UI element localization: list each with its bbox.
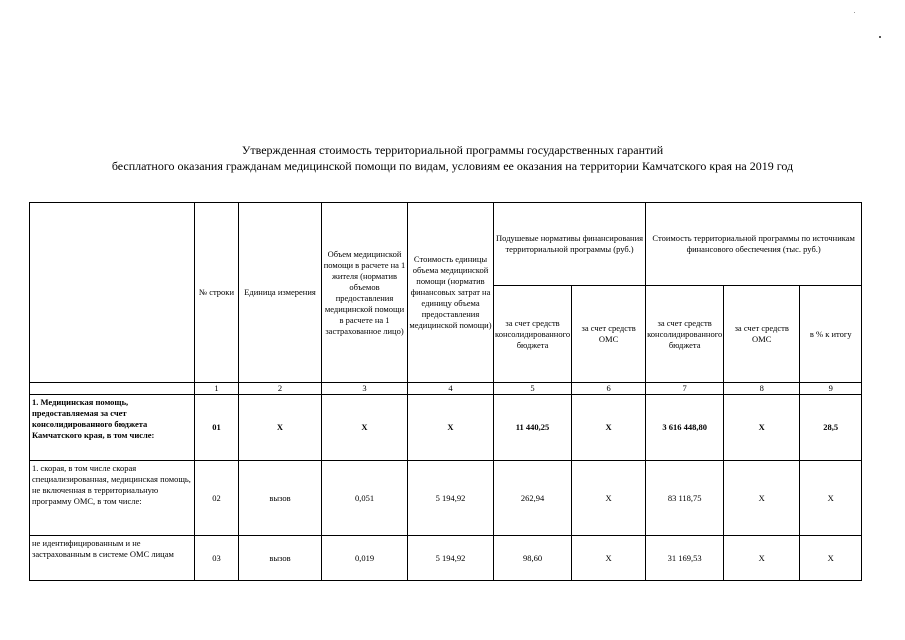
header-pc-budget: за счет средств консолидированного бюджета [494,286,572,383]
index-cell: 3 [322,383,408,395]
index-cell: 7 [646,383,724,395]
row-c-percent: Х [800,461,862,536]
row-volume: 0,051 [322,461,408,536]
table-row [30,536,862,581]
row-pc-oms: Х [572,536,646,581]
title-line-2: бесплатного оказания гражданам медицинской помощи по видам, условиям ее оказания на территории Камчатского края на 2019 год [111,159,794,173]
row-c-oms: Х [724,395,800,461]
header-c-budget: за счет средств консолидированного бюджета [646,286,724,383]
row-c-budget: 31 169,53 [646,536,724,581]
cost-table [29,202,862,581]
index-cell-blank [30,383,195,395]
header-name-cell [30,203,195,383]
header-cost: Стоимость единицы объема медицинской помощи (норматив финансовых затрат на единицу объема предоставления медицинской помощи) [408,203,494,383]
index-cell: 5 [494,383,572,395]
row-no: 03 [195,536,239,581]
index-cell: 1 [195,383,239,395]
row-unit: Х [239,395,322,461]
header-row-1 [30,203,862,286]
index-cell: 4 [408,383,494,395]
index-cell: 2 [239,383,322,395]
row-pc-budget: 98,60 [494,536,572,581]
index-cell: 9 [800,383,862,395]
row-unit: вызов [239,461,322,536]
row-name: 1. скорая, в том числе скорая специализированная, медицинская помощь, не включенная в территориальную программу ОМС, в том числе: [30,461,195,536]
index-row [30,383,862,395]
row-name: не идентифицированным и не застрахованным в системе ОМС лицам [30,536,195,581]
row-c-budget: 83 118,75 [646,461,724,536]
row-pc-oms: Х [572,461,646,536]
header-volume: Объем медицинской помощи в расчете на 1 жителя (норматив объемов предоставления медицинской помощи в расчете на 1 застрахованное лицо) [322,203,408,383]
row-c-budget: 3 616 448,80 [646,395,724,461]
index-cell: 8 [724,383,800,395]
header-c-percent: в % к итогу [800,286,862,383]
document-title [0,142,905,174]
row-c-oms: Х [724,536,800,581]
row-volume: Х [322,395,408,461]
row-no: 01 [195,395,239,461]
table-row [30,395,862,461]
row-no: 02 [195,461,239,536]
row-pc-oms: Х [572,395,646,461]
scan-speck [879,36,881,38]
header-per-capita-group: Подушевые нормативы финансирования территориальной программы (руб.) [494,203,646,286]
row-cost: 5 194,92 [408,536,494,581]
index-cell: 6 [572,383,646,395]
row-unit: вызов [239,536,322,581]
header-unit: Единица измерения [239,203,322,383]
table-row [30,461,862,536]
row-c-percent: Х [800,536,862,581]
header-row-no: № строки [195,203,239,383]
row-c-percent: 28,5 [800,395,862,461]
row-cost: Х [408,395,494,461]
row-c-oms: Х [724,461,800,536]
scan-speck [854,12,855,13]
header-c-oms: за счет средств ОМС [724,286,800,383]
row-name: 1. Медицинская помощь, предоставляемая за счет консолидированного бюджета Камчатского края, в том числе: [30,395,195,461]
row-cost: 5 194,92 [408,461,494,536]
row-pc-budget: 262,94 [494,461,572,536]
row-pc-budget: 11 440,25 [494,395,572,461]
row-volume: 0,019 [322,536,408,581]
header-pc-oms: за счет средств ОМС [572,286,646,383]
title-line-1: Утвержденная стоимость территориальной программы государственных гарантий [241,143,664,157]
header-cost-group: Стоимость территориальной программы по источникам финансового обеспечения (тыс. руб.) [646,203,862,286]
